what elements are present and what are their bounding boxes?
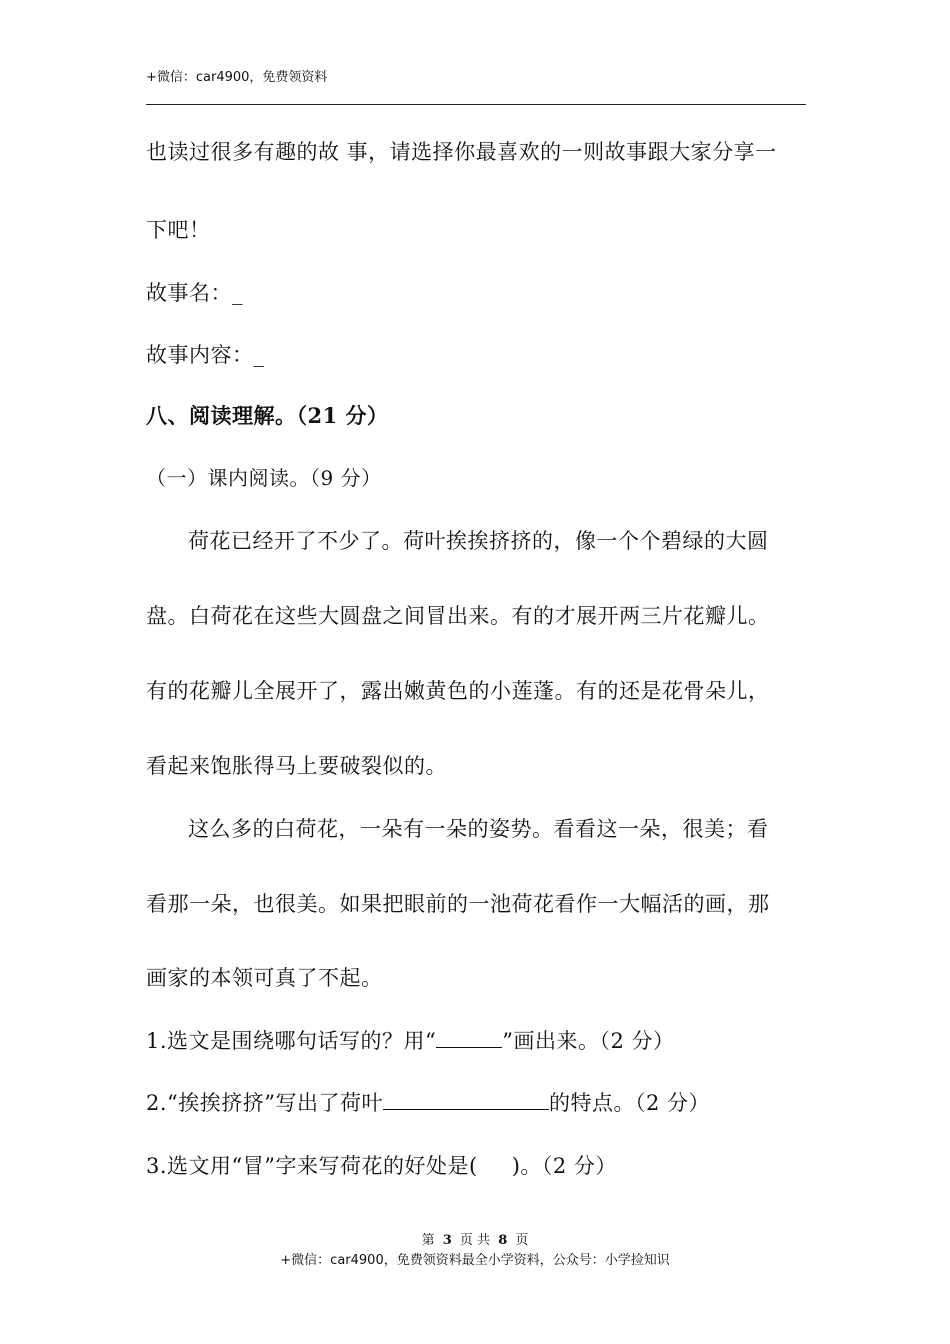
passage-p1-line-2: 盘。白荷花在这些大圆盘之间冒出来。有的才展开两三片花瓣儿。 <box>146 604 770 628</box>
intro-line-2: 下吧！ <box>146 218 211 242</box>
question-2-text-a: 2.“挨挨挤挤”写出了荷叶 <box>146 1091 384 1115</box>
question-3-text-b: )。（2 分） <box>511 1154 617 1178</box>
answer-blank-1[interactable] <box>436 1046 502 1048</box>
question-2-text-b: 的特点。（2 分） <box>549 1091 711 1115</box>
header-watermark: +微信：car4900，免费领资料 <box>146 70 328 85</box>
question-1-text-a: 1.选文是围绕哪句话写的？用“ <box>146 1029 437 1053</box>
passage-p1-line-1: 荷花已经开了不少了。荷叶挨挨挤挤的，像一个个碧绿的大圆 <box>188 529 769 553</box>
story-name-label: 故事名：_ <box>146 281 243 305</box>
passage-p2-line-2: 看那一朵，也很美。如果把眼前的一池荷花看作一大幅活的画，那 <box>146 892 770 916</box>
answer-blank-2[interactable] <box>383 1108 549 1110</box>
part-1-title: （一）课内阅读。（9 分） <box>146 466 382 490</box>
footer-watermark: +微信：car4900，免费领资料最全小学资料，公众号：小学捡知识 <box>280 1253 670 1268</box>
passage-p1-line-4: 看起来饱胀得马上要破裂似的。 <box>146 754 447 778</box>
page-current: 3 <box>442 1233 452 1248</box>
passage-p2-line-3: 画家的本领可真了不起。 <box>146 966 383 990</box>
question-3-text-a: 3.选文用“冒”字来写荷花的好处是( <box>146 1154 478 1178</box>
page-number <box>0 1229 950 1248</box>
story-content-label: 故事内容：_ <box>146 343 265 367</box>
question-2 <box>146 1087 710 1117</box>
question-1-text-b: ”画出来。（2 分） <box>502 1029 675 1053</box>
passage-p1-line-3: 有的花瓣儿全展开了，露出嫩黄色的小莲蓬。有的还是花骨朵儿， <box>146 679 770 703</box>
page-suffix: 页 <box>515 1233 529 1248</box>
passage-p2-line-1: 这么多的白荷花，一朵有一朵的姿势。看看这一朵，很美；看 <box>188 817 769 841</box>
page-prefix: 第 <box>421 1233 435 1248</box>
header-divider <box>146 104 806 105</box>
section-8-title: 八、阅读理解。（21 分） <box>146 403 389 428</box>
page-mid: 页 共 <box>459 1233 491 1248</box>
intro-line-1: 也读过很多有趣的故 事，请选择你最喜欢的一则故事跟大家分享一 <box>146 140 777 164</box>
question-3 <box>146 1150 617 1180</box>
page-total: 8 <box>498 1233 508 1248</box>
question-1 <box>146 1025 675 1055</box>
